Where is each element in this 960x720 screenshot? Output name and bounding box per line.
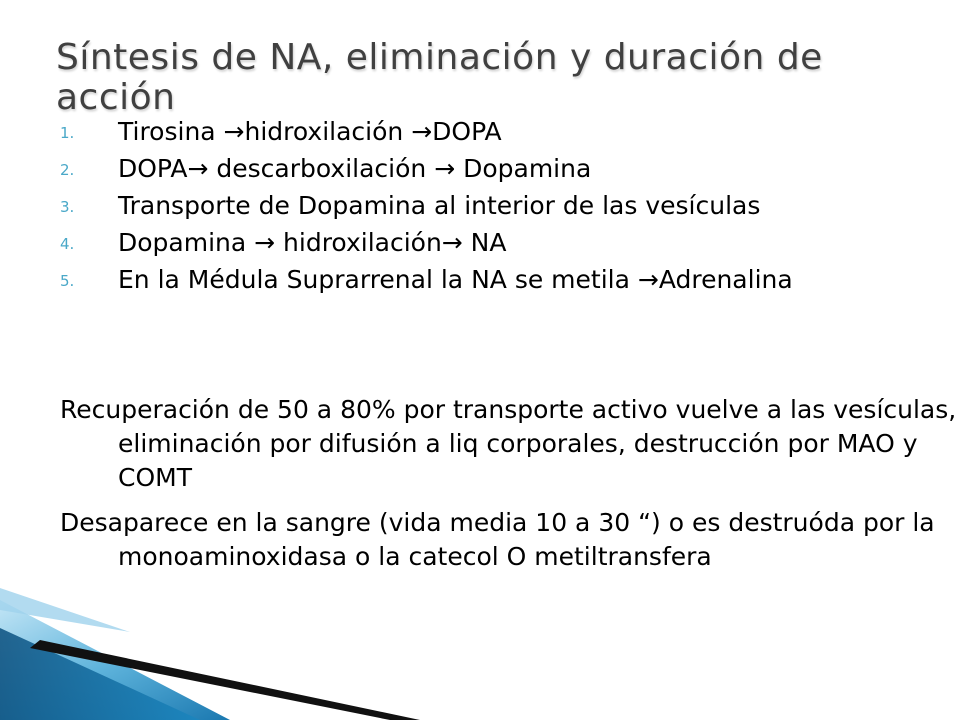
list-number: 2. xyxy=(60,161,75,179)
list-item xyxy=(60,226,920,260)
list-item-text: DOPA→ descarboxilación → Dopamina xyxy=(118,154,592,183)
synthesis-steps-list xyxy=(60,115,920,300)
list-item xyxy=(60,189,920,223)
list-item-text: Transporte de Dopamina al interior de las vesículas xyxy=(118,191,761,220)
list-item xyxy=(60,152,920,186)
recovery-paragraph: Recuperación de 50 a 80% por transporte activo vuelve a las vesículas, eliminación por difusión a liq corporales, destrucción por MAO y COMT xyxy=(60,395,957,492)
slide-title: Síntesis de NA, eliminación y duración de acción xyxy=(56,37,823,118)
list-number: 4. xyxy=(60,235,75,253)
half-life-paragraph: Desaparece en la sangre (vida media 10 a 30 “) o es destruóda por la monoaminoxidasa o la catecol O metiltransfera xyxy=(60,508,935,571)
list-item-text: Dopamina → hidroxilación→ NA xyxy=(118,228,507,257)
list-item xyxy=(60,263,920,297)
list-item-text: En la Médula Suprarrenal la NA se metila →Adrenalina xyxy=(118,265,793,294)
list-item-text: Tirosina →hidroxilación →DOPA xyxy=(118,117,502,146)
decorative-wave-graphic xyxy=(0,570,420,720)
list-item xyxy=(60,115,920,149)
list-number: 5. xyxy=(60,272,75,290)
list-number: 3. xyxy=(60,198,75,216)
list-number: 1. xyxy=(60,124,75,142)
